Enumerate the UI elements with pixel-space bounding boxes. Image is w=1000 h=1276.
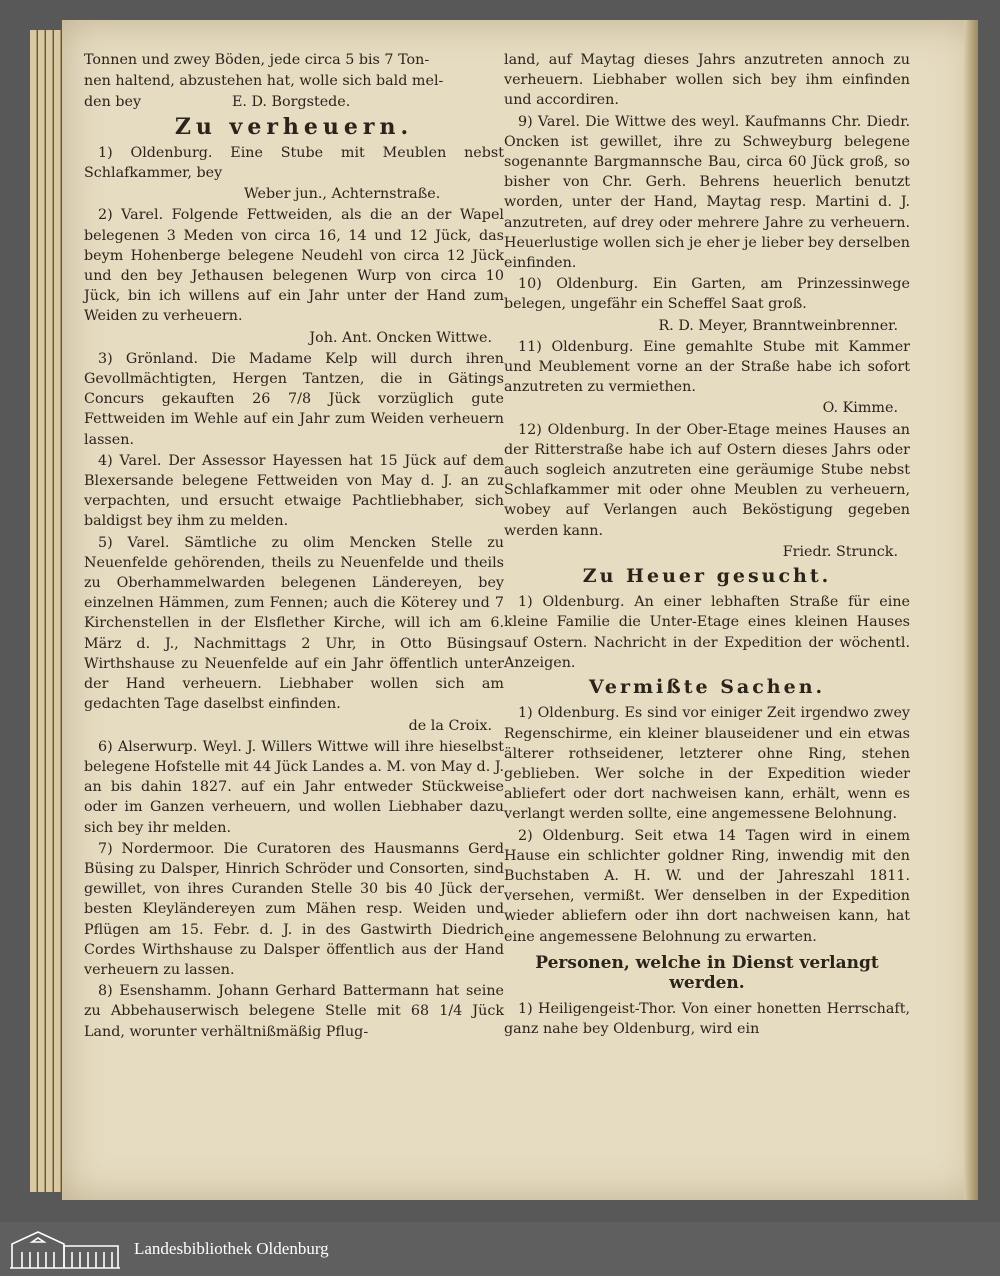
notice-paragraph: 12) Oldenburg. In der Ober-Etage meines Hauses an der Ritterstraße habe ich auf Ostern dieses Jahrs oder auch sogleich anzutreten eine geräumige Stube nebst Schlafkammer mit oder ohne Meublen zu verheuern, wobey auf Verlangen auch Beköstigung gegeben werden kann. [504,421,910,539]
notice-signature: Friedr. Strunck. [782,543,898,560]
notice-paragraph: 6) Alserwurp. Weyl. J. Willers Wittwe will ihre hieselbst belegene Hofstelle mit 44 Jück Landes a. M. von May d. J. an bis dahin 1827. auf ein Jahr entweder Stückweise oder im Ganzen verheuern, und wollen Liebhaber dazu sich bey ihr melden. [84,738,504,836]
notice-paragraph: 8) Esenshamm. Johann Gerhard Battermann hat seine zu Abbehauserwisch belegene Stelle mit 68 1/4 Jück Land, worunter verhältnißmäßig Pflug- [84,983,504,1040]
section-heading-heuer: Zu Heuer gesucht. [582,565,832,588]
text-line: den bey E. D. Borgstede. [84,94,351,111]
right-column [504,50,910,1041]
notice-paragraph: 4) Varel. Der Assessor Hayessen hat 15 Jück auf dem Blexersande belegene Fettweiden von May d. J. an zu verpachten, und ersucht etwaige Pachtliebhaber, sich baldigst bey ihm zu melden. [84,452,504,530]
notice-paragraph: 2) Oldenburg. Seit etwa 14 Tagen wird in einem Hause ein schlichter goldner Ring, inwendig mit den Buchstaben A. H. W. und der Jahreszahl 1811. versehen, vermißt. Wer denselben in der Expedition wieder abliefern oder ihn dort nachweisen kann, hat eine angemessene Belohnung zu erwarten. [504,827,910,945]
text-line: Tonnen und zwey Böden, jede circa 5 bis 7 Ton- [84,52,430,68]
notice-paragraph: 10) Oldenburg. Ein Garten, am Prinzessinwege belegen, ungefähr ein Scheffel Saat groß. [504,276,910,313]
notice-paragraph: 1) Oldenburg. Eine Stube mit Meublen nebst Schlafkammer, bey [84,144,504,182]
page-edge [54,30,61,1192]
notice-paragraph: 7) Nordermoor. Die Curatoren des Hausmanns Gerd Büsing zu Dalsper, Hinrich Schröder und Consorten, sind gewillet, von ihres Curanden Stelle 30 bis 40 Jück der besten Kleyländereyen zum Mähen resp. Weiden und Pflügen am 15. Febr. d. J. in des Gastwirth Diedrich Cordes Wirthshause zu Dalsper öffentlich aus der Hand verheuern zu lassen. [84,840,504,978]
notice-paragraph: 2) Varel. Folgende Fettweiden, als die an der Wapel belegenen 3 Meden von circa 16, 14 und 12 Jück, das beym Hohenberge belegene Neudehl von circa 12 Jück und den bey Jethausen belegenen Wurp von circa 10 Jück, bin ich willens auf ein Jahr unter der Hand zum Weiden zu verheuern. [84,207,504,325]
section-heading-dienst: Personen, welche in Dienst verlangt werden. [535,952,879,993]
notice-signature: R. D. Meyer, Branntweinbrenner. [658,317,898,334]
book-spine [964,20,978,1200]
notice-signature: de la Croix. [408,717,492,734]
section-heading-vermisst: Vermißte Sachen. [588,676,826,699]
page-edge [46,30,53,1192]
footer-bar [0,1222,1000,1276]
notice-signature: Joh. Ant. Oncken Wittwe. [309,329,492,346]
section-heading-verheuern: Zu verheuern. [174,113,414,140]
notice-paragraph: 1) Heiligengeist-Thor. Von einer honetten Herrschaft, ganz nahe bey Oldenburg, wird ein [504,1001,910,1038]
text-line: nen haltend, abzustehen hat, wolle sich bald mel- [84,73,444,90]
notice-paragraph: 5) Varel. Sämtliche zu olim Mencken Stelle zu Neuenfelde gehörenden, theils zu Neuenfelde und theils zu Oberhammelwarden belegenen Ländereyen, bey einzelnen Hämmen, zum Fennen; auch die Köterey und 7 Kirchenstellen in der Elsflether Kirche, will ich am 6. März d. J., Nachmittags 2 Uhr, in Otto Büsings Wirthshause zu Neuenfelde auf ein Jahr öffentlich unter der Hand verheuern. Liebhaber wollen sich am gedachten Tage daselbst einfinden. [84,534,504,713]
notice-paragraph: 3) Grönland. Die Madame Kelp will durch ihren Gevollmächtigten, Hergen Tantzen, die in Gätings Concurs gekauften 26 7/8 Jück vorzüglich gute Fettweiden im Wehle auf ein Jahr zum Weiden verheuern lassen. [84,350,504,448]
library-building-icon [8,1228,122,1270]
notice-signature: Weber jun., Achternstraße. [244,186,441,203]
page-edge [38,30,45,1192]
notice-paragraph: 9) Varel. Die Wittwe des weyl. Kaufmanns Chr. Diedr. Oncken ist gewillet, ihre zu Schweyburg belegene sogenannte Bargmannsche Bau, circa 60 Jück groß, so bisher von Chr. Gerh. Behrens heuerlich benutzt worden, unter der Hand, Maytag resp. Martini d. J. anzutreten, auf drey oder mehrere Jahre zu verheuern. Heuerlustige wollen sich je eher je lieber bey derselben einfinden. [504,113,910,272]
notice-paragraph: 11) Oldenburg. Eine gemahlte Stube mit Kammer und Meublement vorne an der Straße habe ich sofort anzutreten zu vermiethen. [504,338,910,396]
notice-paragraph: 1) Oldenburg. An einer lebhaften Straße für eine kleine Familie die Unter-Etage eines kleinen Hauses auf Ostern. Nachricht in der Expedition der wöchentl. Anzeigen. [504,594,910,671]
notice-paragraph: 1) Oldenburg. Es sind vor einiger Zeit irgendwo zwey Regenschirme, ein kleiner blauseidener und ein etwas älterer rothseidener, letzterer ohne Ring, stehen geblieben. Wer solche in der Expedition wieder abliefert oder dort nachweisen kann, erhält, wenn es verlangt werden sollte, eine angemessene Belohnung. [504,705,910,823]
page-edge [30,30,37,1192]
left-column [84,50,504,1043]
notice-paragraph: land, auf Maytag dieses Jahrs anzutreten annoch zu verheuern. Liebhaber wollen sich bey ihm einfinden und accordiren. [504,52,910,109]
library-name: Landesbibliothek Oldenburg [134,1239,329,1258]
notice-signature: O. Kimme. [822,400,898,417]
